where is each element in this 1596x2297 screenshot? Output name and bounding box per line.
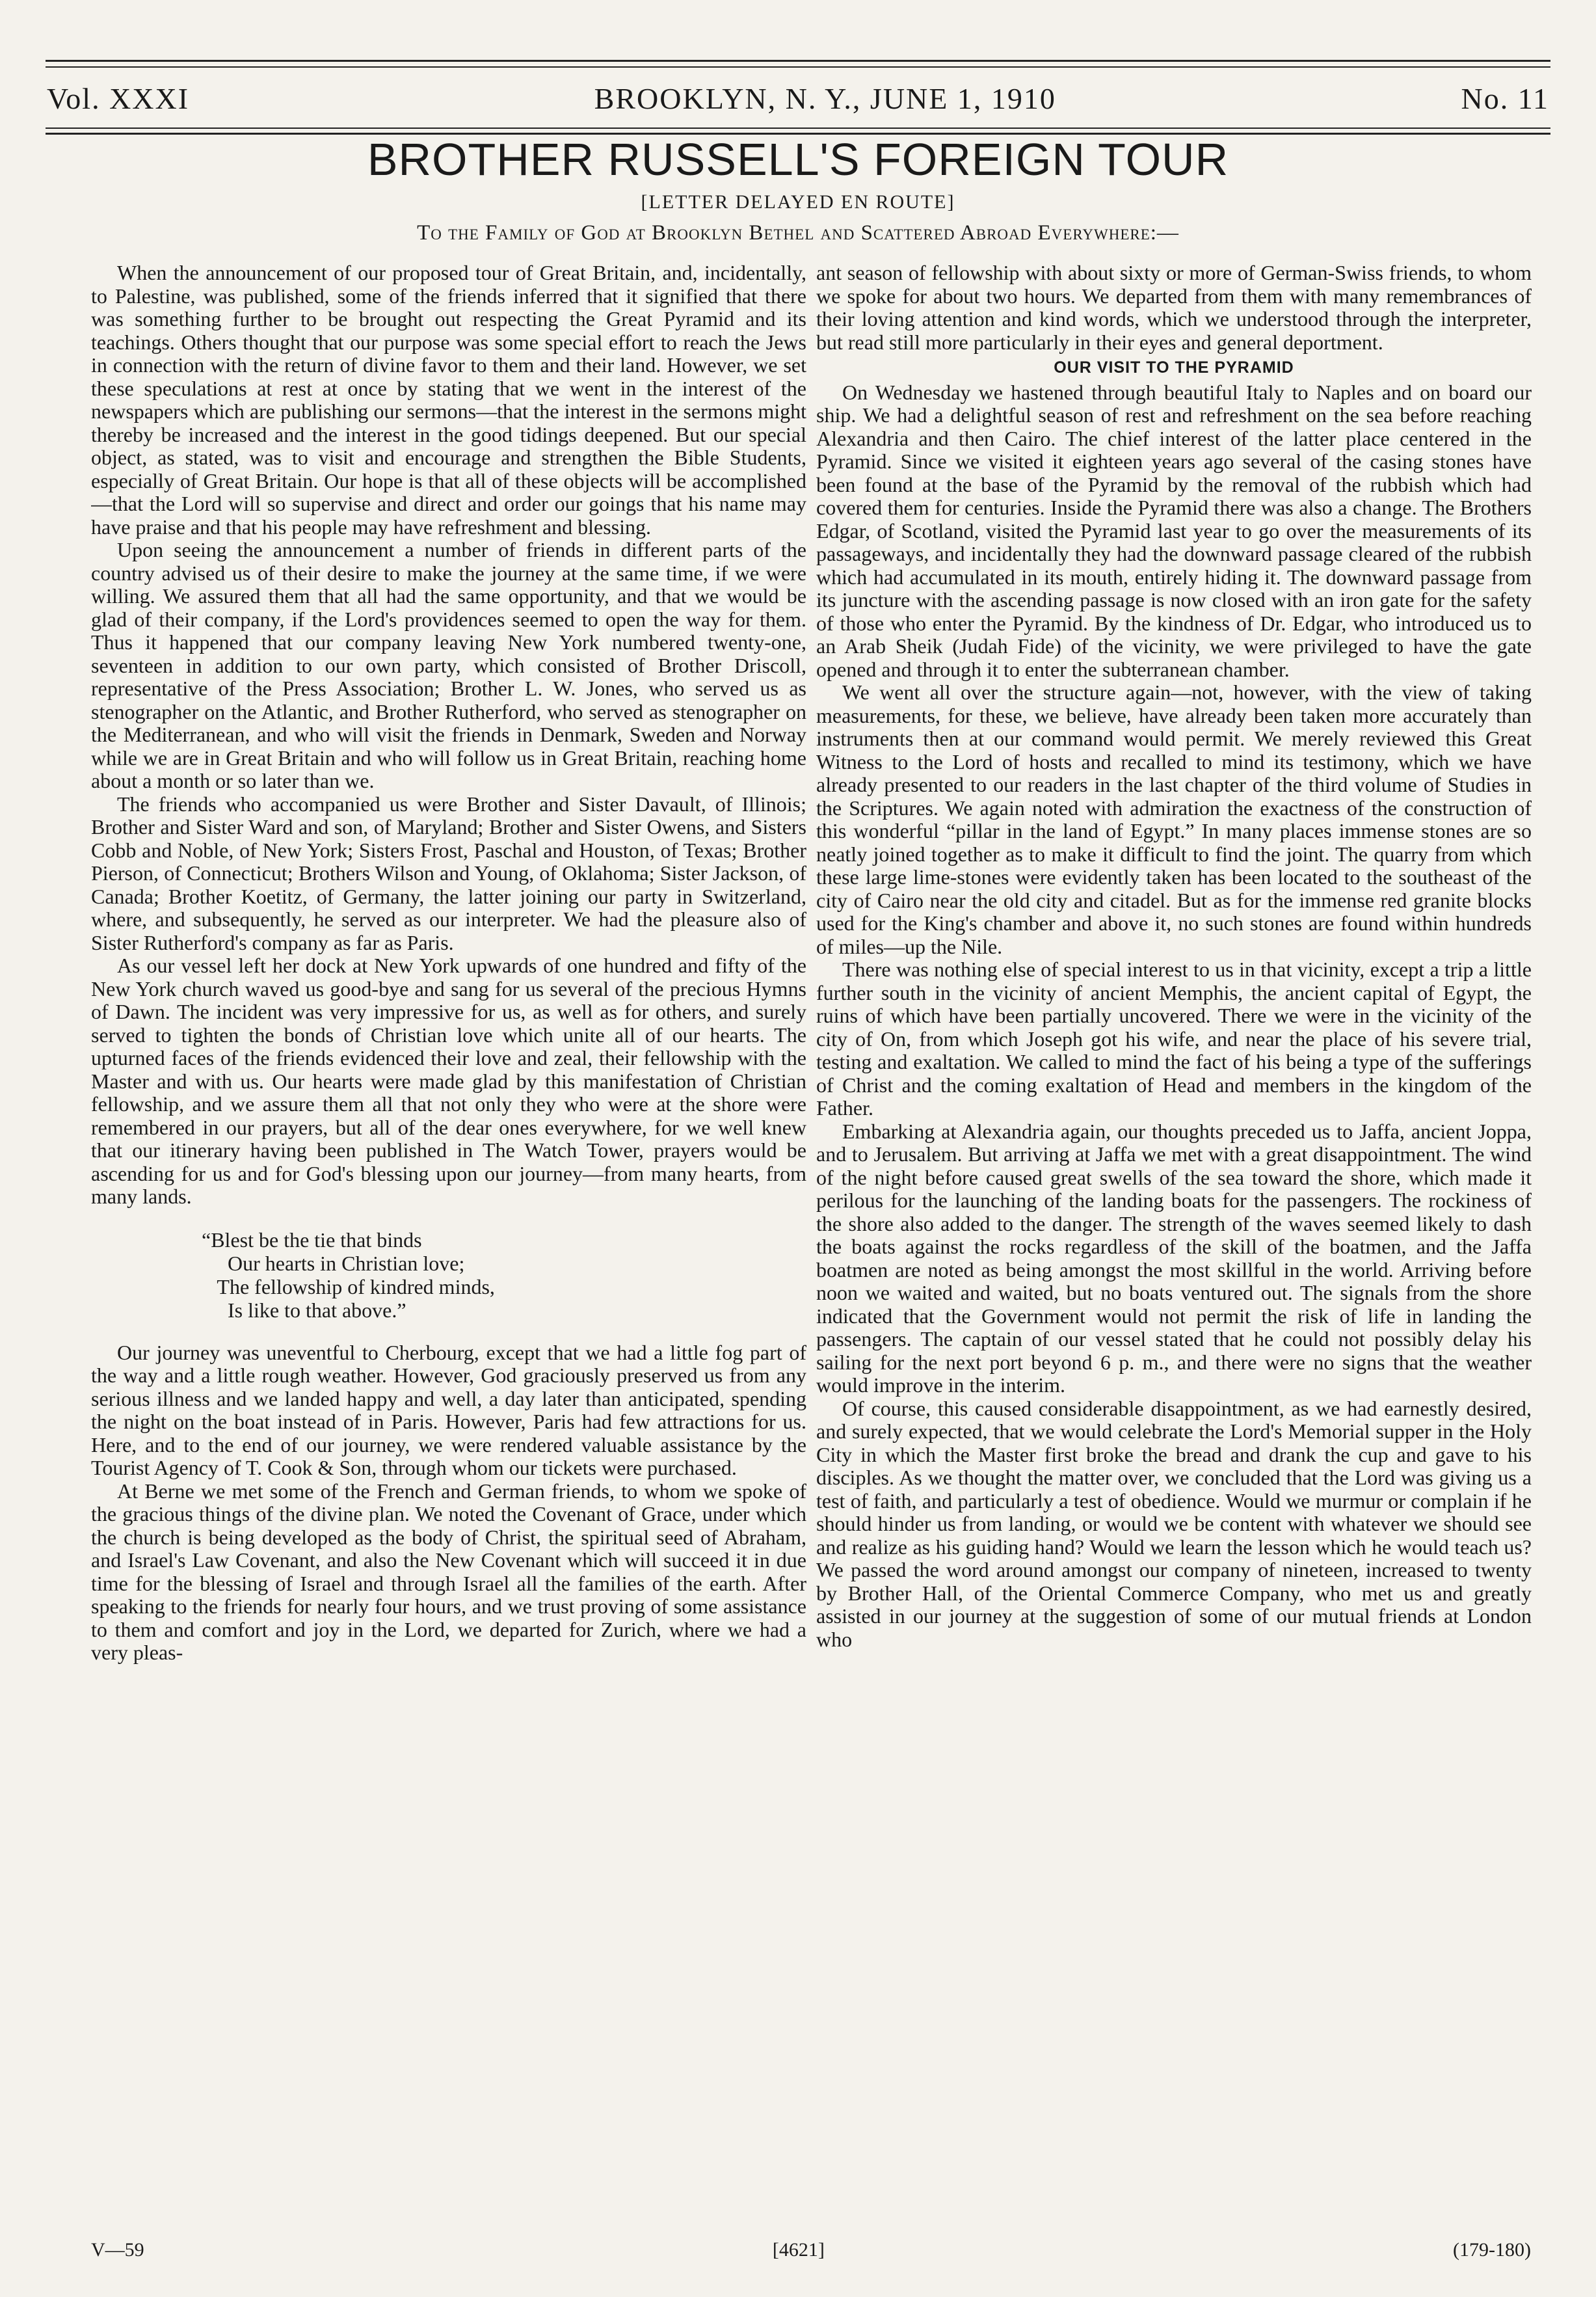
section-heading: OUR VISIT TO THE PYRAMID: [1054, 358, 1294, 377]
footer-right: (179-180): [1453, 2239, 1531, 2261]
page-number: [4621]: [772, 2239, 825, 2261]
hymn-quote: [202, 1228, 806, 1322]
paragraph: Embarking at Alexandria again, our thoughts preceded us to Jaffa, ancient Joppa, and to Jerusalem. But arriving at Jaffa we met with a great disappointment. The wind of the night before caused great swells of the sea toward the shore, which made it perilous for the launching of the landing boats for the passengers. The rockiness of the shore also added to the danger. The strength of the waves seemed likely to dash the boats against the rocks regardless of the skill of the boatmen, and the Jaffa boatmen are noted as being amongst the most skillful in the world. Arriving before noon we waited and waited, but no boats ventured out. The signals from the shore indicated that the Government would not permit the risk of life in landing the passengers. The captain of our vessel stated that he could not possibly delay his sailing for the next port beyond 6 p. m., and there were no signs that the weather would improve in the interim.: [816, 1119, 1532, 1397]
paragraph: At Berne we met some of the French and German friends, to whom we spoke of the gracious things of the divine plan. We noted the Covenant of Grace, under which the church is being developed as the body of Christ, the spiritual seed of Abraham, and Israel's Law Covenant, and also the New Covenant which will succeed it in due time for the blessing of Israel and through Israel all the families of the earth. After speaking to the friends for nearly four hours, and we trust proving of some assistance to them and comfort and joy in the Lord, we departed for Zurich, where we had a very pleas-: [91, 1479, 806, 1664]
left-column: [91, 262, 806, 2207]
paragraph: When the announcement of our proposed tour of Great Britain, and, incidentally, to Palestine, was published, some of the friends inferred that it signified that there was something further to be brought out respecting the Great Pyramid and its teachings. Others thought that our purpose was some special effort to reach the Jews in connection with the return of divine favor to them and their land. However, we set these speculations at rest at once by stating that we went in the interest of the newspapers which are publishing our sermons—that the interest in the sermons might thereby be increased and the interest in the good tidings deepened. But our special object, as stated, was to visit and encourage and strengthen the Bible Students, especially of Great Britain. Our hope is that all of these objects will be accomplished—that the Lord will so supervise and direct and order our goings that his name may have praise and that his people may have refreshment and blessing.: [91, 262, 806, 539]
paragraph: The friends who accompanied us were Brother and Sister Davault, of Illinois; Brother and Sister Ward and son, of Maryland; Brother and Sister Owens, and Sisters Cobb and Noble, of New York; Sisters Frost, Paschal and Houston, of Texas; Brother Pierson, of Connecticut; Brothers Wilson and Young, of Oklahoma; Sister Jackson, of Canada; Brother Koetitz, of Germany, the latter joining our party in Switzerland, where, and subsequently, he served as our interpreter. We had the pleasure also of Sister Rutherford's company as far as Paris.: [91, 792, 806, 954]
issue-number: No. 11: [1461, 81, 1549, 115]
poem-line: Is like to that above.”: [202, 1298, 406, 1322]
article-salutation: To the Family of God at Brooklyn Bethel and Scattered Abroad Everywhere:—: [417, 221, 1179, 245]
article-subtitle: [LETTER DELAYED EN ROUTE]: [641, 191, 955, 213]
masthead: [47, 75, 1549, 121]
place-date: BROOKLYN, N. Y., JUNE 1, 1910: [594, 81, 1056, 115]
top-rule: [46, 60, 1550, 62]
poem-line: “Blest be the tie that binds: [202, 1228, 422, 1252]
article-title: BROTHER RUSSELL'S FOREIGN TOUR: [367, 134, 1229, 185]
paragraph: There was nothing else of special interest to us in that vicinity, except a trip a little further south in the vicinity of ancient Memphis, the ancient capital of Egypt, the ruins of which have been partially uncovered. There we were in the vicinity of the city of On, from which Joseph got his wife, and near the place of his severe trial, testing and exaltation. We called to mind the fact of his being a type of the sufferings of Christ and the coming exaltation of Head and members in the kingdom of the Father.: [816, 958, 1532, 1120]
paragraph: We went all over the structure again—not, however, with the view of taking measurements, for these, we believe, have already been taken more accurately than instruments then at our command would permit. We merely reviewed this Great Witness to the Lord of hosts and recalled to mind its testimony, which we have already presented to our readers in the last chapter of the third volume of Studies in the Scriptures. We again noted with admiration the exactness of the construction of this wonderful “pillar in the land of Egypt.” In many places immense stones are so neatly joined together as to make it difficult to find the joint. The quarry from which these large lime-stones were evidently taken has been located to the southeast of the city of Cairo near the old city and citadel. But as for the immense red granite blocks used for the King's chamber and above it, no such stones are found within hundreds of miles—up the Nile.: [816, 680, 1532, 958]
paragraph: Our journey was uneventful to Cherbourg, except that we had a little fog part of the way and a little rough weather. However, God graciously preserved us from any serious illness and we landed happy and well, a day later than anticipated, spending the night on the boat instead of in Paris. However, Paris had few attractions for us. Here, and to the end of our journey, we were rendered valuable assistance by the Tourist Agency of T. Cook & Son, through whom our tickets were purchased.: [91, 1340, 806, 1479]
footer-left: V—59: [91, 2239, 144, 2261]
paragraph: As our vessel left her dock at New York upwards of one hundred and fifty of the New York church waved us good-bye and sang for us several of the precious Hymns of Dawn. The incident was very impressive for us, as well as for others, and surely served to tighten the bonds of Christian love which unite all of our hearts. The upturned faces of the friends evidenced their love and zeal, their fellowship with the Master and with us. Our hearts were made glad by this manifestation of Christian fellowship, and we assure them all that not only they who were at the shore were remembered in our prayers, but all of the dear ones everywhere, for we well knew that our itinerary having been published in The Watch Tower, prayers would be ascending for us and for God's blessing upon our journey—from many hearts, from many lands.: [91, 954, 806, 1208]
poem-line: The fellowship of kindred minds,: [202, 1274, 495, 1298]
masthead-rule-thin: [46, 128, 1550, 129]
paragraph: Of course, this caused considerable disappointment, as we had earnestly desired, and surely expected, that we would celebrate the Lord's Memorial supper in the Holy City in which the Master first broke the bread and drank the cup and gave to his disciples. As we thought the matter over, we concluded that the Lord was giving us a test of faith, and particularly a test of obedience. Would we murmur or complain if he should hinder us from landing, or would we be content with whatever we should see and realize as his guiding hand? Would we learn the lesson which he would teach us? We passed the word around amongst our company of nineteen, increased to twenty by Brother Hall, of the Oriental Commerce Company, who met us and greatly assisted in our journey at the suggestion of some of our mutual friends at London who: [816, 1396, 1532, 1651]
right-column: [816, 262, 1532, 2207]
paragraph: Upon seeing the announcement a number of friends in different parts of the country advised us of their desire to make the journey at the same time, if we were willing. We assured them that all had the same opportunity, and that we would be glad of their company, if the Lord's providences seemed to open the way for them. Thus it happened that our company leaving New York numbered twenty-one, seventeen in addition to our own party, which consisted of Brother Driscoll, representative of the Press Association; Brother L. W. Jones, who served us as stenographer on the Atlantic, and Brother Rutherford, who served as stenographer on the Mediterranean, and who will visit the friends in Denmark, Sweden and Norway while we are in Great Britain and who will follow us in Great Britain, reaching home about a month or so later than we.: [91, 538, 806, 792]
page-footer: [91, 2239, 1531, 2261]
volume-label: Vol. XXXI: [47, 81, 190, 115]
poem-line: Our hearts in Christian love;: [202, 1251, 465, 1275]
paragraph: ant season of fellowship with about sixty or more of German-Swiss friends, to whom we spoke for about two hours. We departed from them with many remembrances of their loving attention and kind words, which we understood through the interpreter, but read still more particularly in their eyes and general deportment.: [816, 262, 1532, 354]
top-rule-thin: [46, 66, 1550, 68]
paragraph: On Wednesday we hastened through beautiful Italy to Naples and on board our ship. We had a delightful season of rest and refreshment on the sea before reaching Alexandria and then Cairo. The chief interest of the latter place centered in the Pyramid. Since we visited it eighteen years ago several of the casing stones have been found at the base of the Pyramid by the removal of the rubbish which had covered them for centuries. Inside the Pyramid there was also a change. The Brothers Edgar, of Scotland, visited the Pyramid last year to go over the measurements of its passageways, and incidentally they had the downward passage cleared of the rubbish which had accumulated in its mouth, entirely hiding it. The downward passage from its juncture with the ascending passage is now closed with an iron gate for the safety of those who enter the Pyramid. By the kindness of Dr. Edgar, who introduced us to an Arab Sheik (Judah Fide) of the vicinity, we were privileged to have the gate opened and through it to enter the subterranean chamber.: [816, 380, 1532, 681]
